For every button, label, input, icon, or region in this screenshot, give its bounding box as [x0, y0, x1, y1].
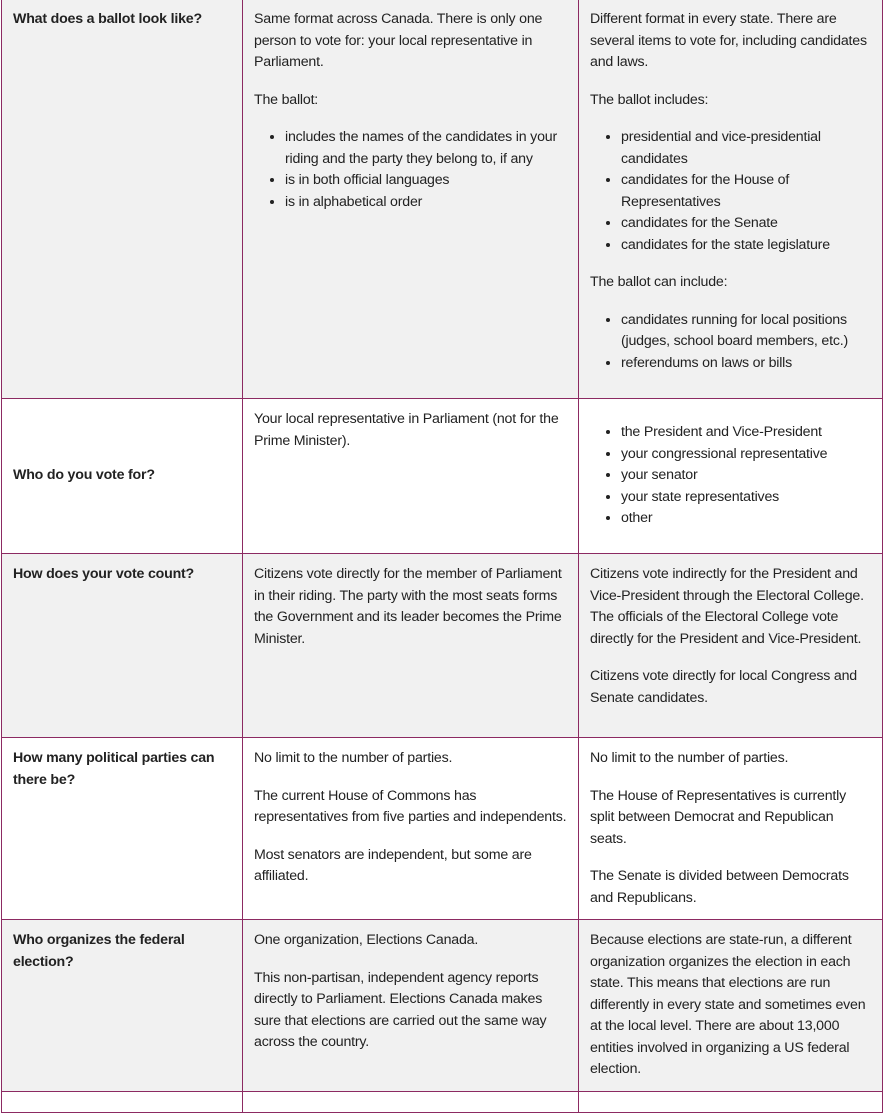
- row-question: How does your vote count?: [2, 554, 243, 738]
- cell-text: Same format across Canada. There is only one person to vote for: your local representative in Parliament.: [254, 11, 543, 70]
- list-item: • is in both official languages: [285, 170, 567, 192]
- cell-text: The ballot can include:: [590, 274, 728, 290]
- cell-text: Most senators are independent, but some are affiliated.: [254, 846, 532, 884]
- list-item: • your state representatives: [621, 487, 871, 509]
- question-text: Who do you vote for?: [13, 467, 155, 484]
- cell-text: The House of Representatives is currently split between Democrat and Republican seats.: [590, 787, 846, 847]
- cell-text: Your local representative in Parliament (not for the Prime Minister).: [254, 411, 559, 449]
- row-question: How many political parties can there be?: [2, 738, 243, 920]
- empty-cell: [243, 1091, 579, 1112]
- table-row: [2, 0, 883, 399]
- list-item: • the President and Vice-President: [621, 422, 871, 444]
- canada-cell: [243, 920, 579, 1092]
- us-cell: [579, 554, 883, 738]
- canada-cell: [243, 554, 579, 738]
- canada-cell: [243, 0, 579, 399]
- list-item: • candidates running for local positions (judges, school board members, etc.): [621, 310, 871, 353]
- cell-text: No limit to the number of parties.: [254, 750, 453, 766]
- list-item: • your congressional representative: [621, 444, 871, 466]
- cell-text: Because elections are state-run, a different organization organizes the election in each state. This means that elections are run differently in every state and sometimes even at the local level. There are about 13,000 entities involved in organizing a US federal election.: [590, 932, 866, 1077]
- cell-text: Citizens vote directly for the member of Parliament in their riding. The party with the most seats forms the Government and its leader becomes the Prime Minister.: [254, 566, 562, 647]
- us-cell: [579, 0, 883, 399]
- comparison-table: [1, 0, 883, 1113]
- empty-cell: [579, 1091, 883, 1112]
- table-row: [2, 554, 883, 738]
- list-item: • candidates for the state legislature: [621, 235, 871, 257]
- cell-text: The Senate is divided between Democrats and Republicans.: [590, 868, 849, 906]
- row-question: [2, 399, 243, 554]
- list-item: • candidates for the House of Representatives: [621, 170, 871, 213]
- cell-text: Citizens vote directly for local Congress and Senate candidates.: [590, 668, 857, 706]
- cell-text: Different format in every state. There are several items to vote for, including candidates and laws.: [590, 11, 867, 70]
- bullet-list: [590, 310, 871, 375]
- bullet-list: [590, 127, 871, 256]
- bullet-list: [254, 127, 567, 213]
- cell-text: The ballot includes:: [590, 91, 709, 108]
- row-question: Who organizes the federal election?: [2, 920, 243, 1092]
- canada-cell: [243, 738, 579, 920]
- cell-text: The ballot:: [254, 91, 319, 108]
- table-row: [2, 920, 883, 1092]
- cell-text: No limit to the number of parties.: [590, 750, 789, 766]
- table-row: [2, 738, 883, 920]
- list-item: • includes the names of the candidates in your riding and the party they belong to, if any: [285, 127, 567, 170]
- us-cell: [579, 399, 883, 554]
- list-item: • presidential and vice-presidential candidates: [621, 127, 871, 170]
- us-cell: [579, 738, 883, 920]
- us-cell: [579, 920, 883, 1092]
- cell-text: One organization, Elections Canada.: [254, 932, 479, 948]
- list-item: • other: [621, 508, 871, 530]
- table-row: [2, 399, 883, 554]
- cell-text: The current House of Commons has representatives from five parties and independents.: [254, 787, 567, 825]
- list-item: • is in alphabetical order: [285, 192, 567, 214]
- list-item: • referendums on laws or bills: [621, 353, 871, 375]
- list-item: • your senator: [621, 465, 871, 487]
- row-question: What does a ballot look like?: [2, 0, 243, 399]
- empty-cell: [2, 1091, 243, 1112]
- cell-text: Citizens vote indirectly for the President and Vice-President through the Electoral College. The officials of the Electoral College vote directly for the President and Vice-President.: [590, 566, 864, 647]
- table-row: [2, 1091, 883, 1112]
- list-item: • candidates for the Senate: [621, 213, 871, 235]
- canada-cell: [243, 399, 579, 554]
- cell-text: This non-partisan, independent agency reports directly to Parliament. Elections Canada makes sure that elections are carried out the same way across the country.: [254, 969, 547, 1050]
- bullet-list: [590, 422, 871, 530]
